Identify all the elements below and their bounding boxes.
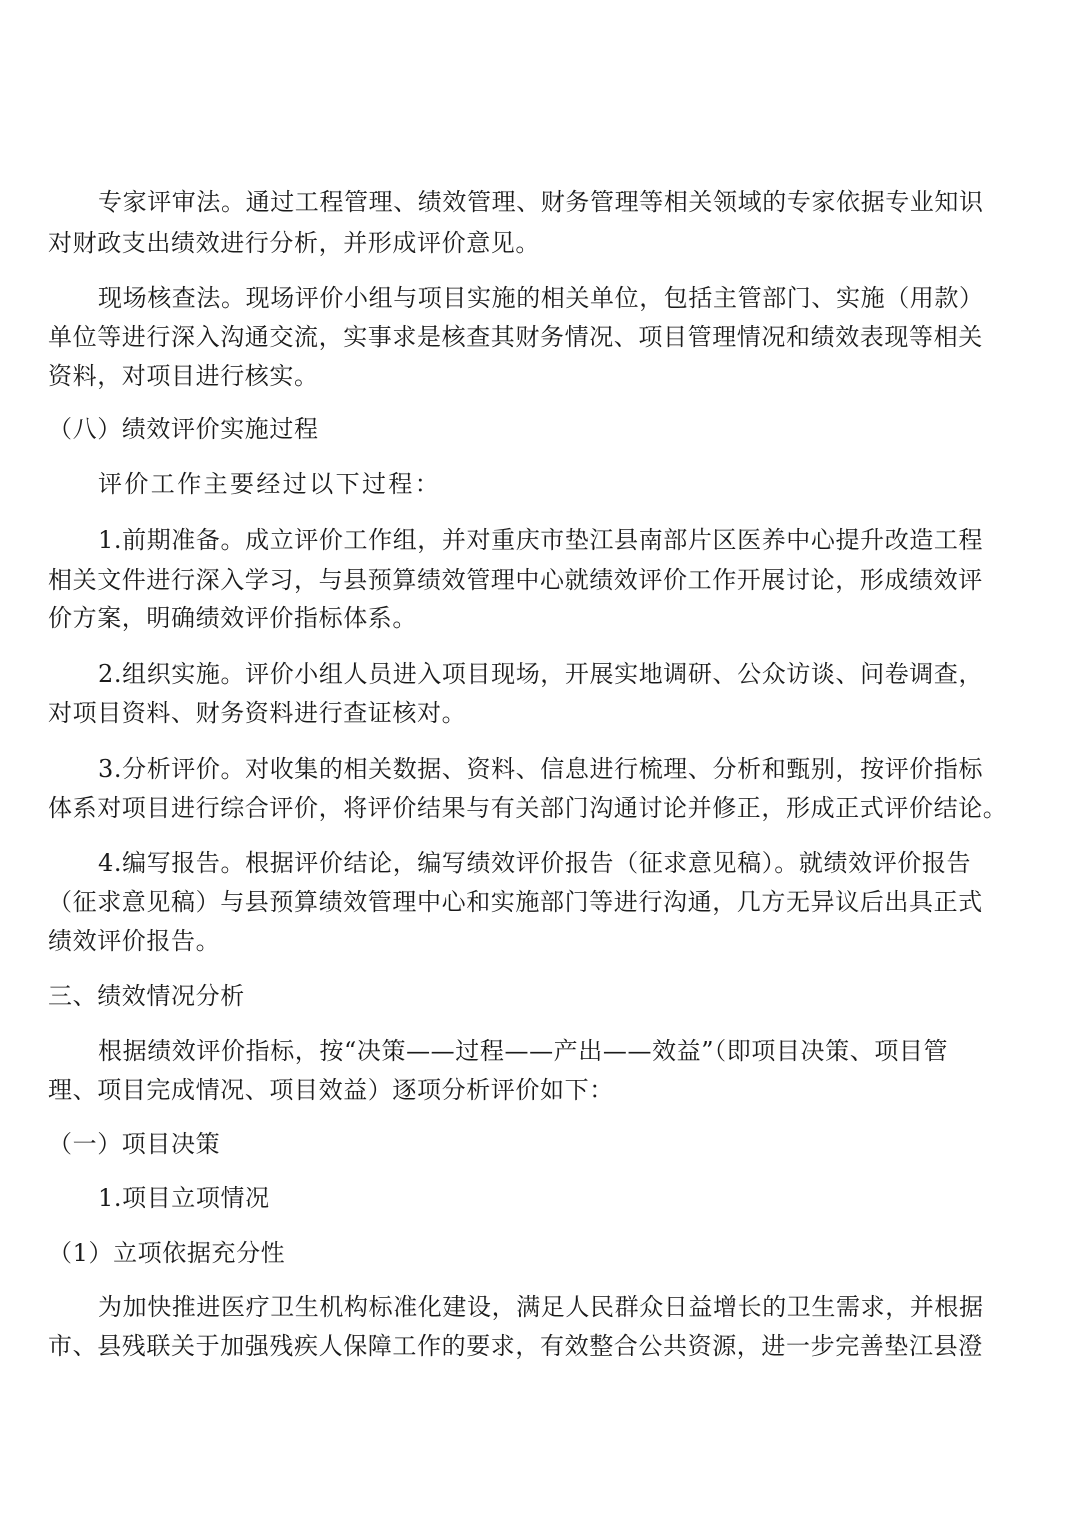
analysis-intro-line-2: 理、项目完成情况、项目效益）逐项分析评价如下： [48, 1076, 614, 1104]
step-4-line-2: （征求意见稿）与县预算绩效管理中心和实施部门等进行沟通，几方无异议后出具正式 [48, 888, 983, 916]
section-heading-1: （一）项目决策 [48, 1130, 221, 1158]
paragraph-expert-review-line-1: 专家评审法。通过工程管理、绩效管理、财务管理等相关领域的专家依据专业知识 [98, 188, 984, 216]
section-heading-3: 三、绩效情况分析 [48, 982, 245, 1010]
paragraph-site-verification-line-1: 现场核查法。现场评价小组与项目实施的相关单位，包括主管部门、实施（用款） [98, 284, 984, 312]
step-1-line-1: 1.前期准备。成立评价工作组，并对重庆市垫江县南部片区医养中心提升改造工程 [98, 526, 984, 554]
paragraph-site-verification-line-2: 单位等进行深入沟通交流，实事求是核查其财务情况、项目管理情况和绩效表现等相关 [48, 323, 983, 351]
basis-line-1: 为加快推进医疗卫生机构标准化建设，满足人民群众日益增长的卫生需求，并根据 [98, 1293, 984, 1321]
step-1-line-2: 相关文件进行深入学习，与县预算绩效管理中心就绩效评价工作开展讨论，形成绩效评 [48, 566, 983, 594]
analysis-intro-line-1: 根据绩效评价指标，按“决策——过程——产出——效益”（即项目决策、项目管 [98, 1037, 949, 1065]
paragraph-process-intro: 评价工作主要经过以下过程： [98, 470, 442, 498]
step-3-line-2: 体系对项目进行综合评价，将评价结果与有关部门沟通讨论并修正，形成正式评价结论。 [48, 794, 1008, 822]
step-4-line-3: 绩效评价报告。 [48, 927, 221, 955]
step-2-line-1: 2.组织实施。评价小组人员进入项目现场，开展实地调研、公众访谈、问卷调查， [98, 660, 984, 688]
step-2-line-2: 对项目资料、财务资料进行查证核对。 [48, 699, 467, 727]
subheading-1: 1.项目立项情况 [98, 1184, 270, 1212]
section-heading-8: （八）绩效评价实施过程 [48, 415, 319, 443]
subheading-1-1: （1）立项依据充分性 [48, 1239, 286, 1267]
step-1-line-3: 价方案，明确绩效评价指标体系。 [48, 604, 417, 632]
basis-line-2: 市、县残联关于加强残疾人保障工作的要求，有效整合公共资源，进一步完善垫江县澄 [48, 1332, 983, 1360]
step-4-line-1: 4.编写报告。根据评价结论，编写绩效评价报告（征求意见稿）。就绩效评价报告 [98, 849, 972, 877]
paragraph-site-verification-line-3: 资料，对项目进行核实。 [48, 362, 319, 390]
paragraph-expert-review-line-2: 对财政支出绩效进行分析，并形成评价意见。 [48, 229, 540, 257]
step-3-line-1: 3.分析评价。对收集的相关数据、资料、信息进行梳理、分析和甄别，按评价指标 [98, 755, 984, 783]
